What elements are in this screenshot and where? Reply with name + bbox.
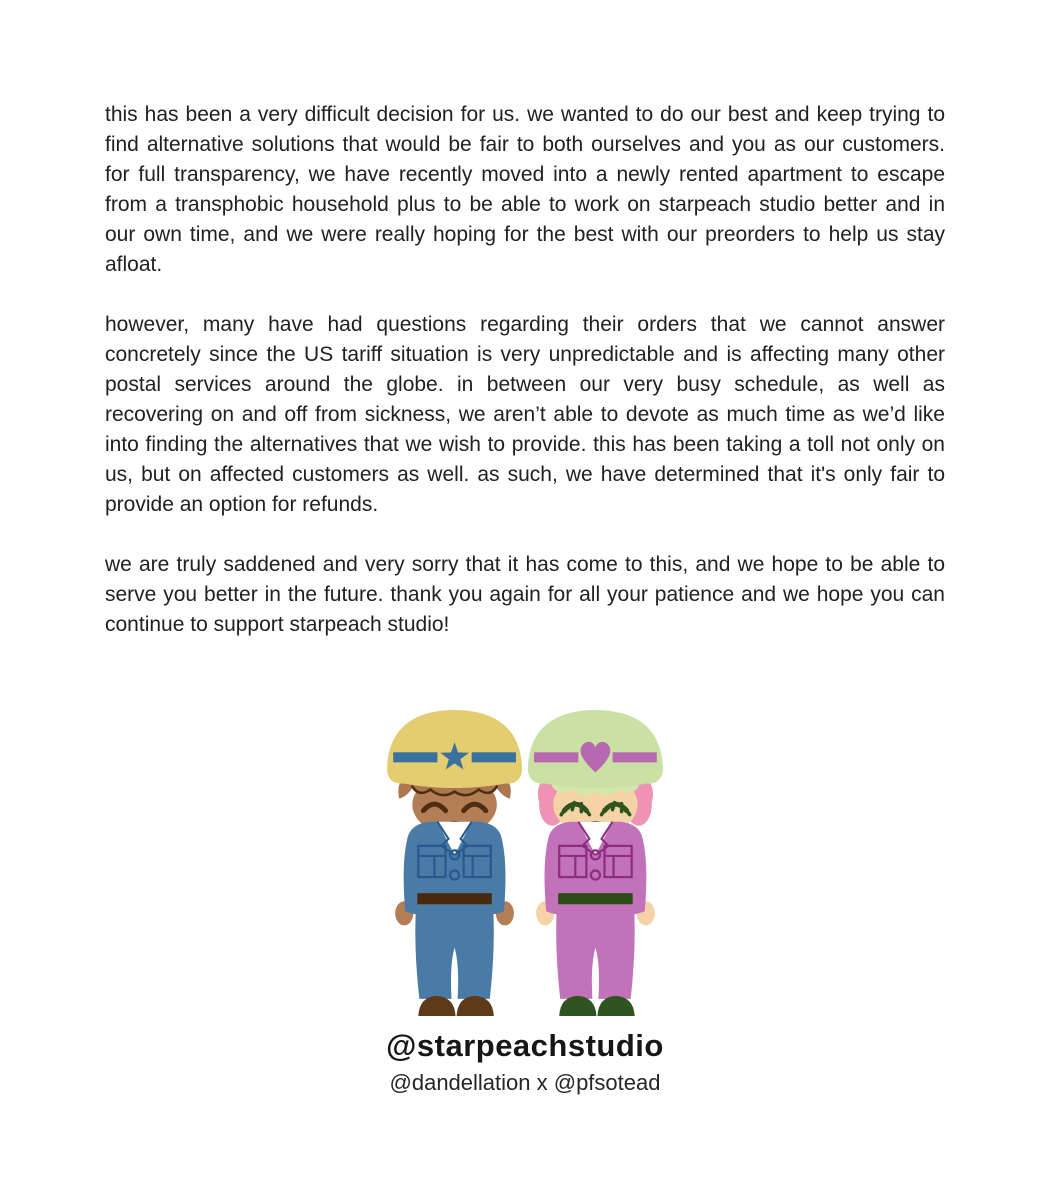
left-soldier (387, 710, 522, 1016)
credits-footer (0, 1028, 1050, 1097)
right-soldier-trousers (556, 901, 634, 999)
studio-handle: @starpeachstudio (386, 1028, 664, 1063)
letter-paragraph-1: this has been a very difficult decision for us. we wanted to do our best and keep trying to find alternative solutions that would be fair to both ourselves and you as our customers. for full transparency, we have recently moved into a newly rented apartment to escape from a transphobic household plus to be able to work on starpeach studio better and in our own time, and we were really hoping for the best with our preorders to help us stay afloat. (105, 103, 945, 276)
right-soldier-belt (558, 893, 632, 904)
left-soldier-helmet-band-left (393, 752, 437, 762)
left-soldier-belt (417, 893, 491, 904)
bowing-soldiers-svg (379, 704, 671, 1026)
right-soldier (528, 710, 663, 1016)
letter-paragraph-3: we are truly saddened and very sorry that it has come to this, and we hope to be able to serve you better in the future. thank you again for all your patience and we hope you can continue to support starpeach studio! (105, 553, 945, 636)
letter-paragraph-2: however, many have had questions regarding their orders that we cannot answer concretely since the US tariff situation is very unpredictable and is affecting many other postal services around the globe. in between our very busy schedule, as well as recovering on and off from sickness, we aren’t able to devote as much time as we’d like into finding the alternatives that we wish to provide. this has been taking a toll not only on us, but on affected customers as well. as such, we have determined that it's only fair to provide an option for refunds. (105, 313, 945, 516)
left-soldier-helmet-band-right (472, 752, 516, 762)
bowing-soldiers-illustration (379, 704, 671, 1026)
right-soldier-helmet-band-left (534, 752, 578, 762)
left-soldier-trousers (415, 901, 493, 999)
right-soldier-helmet-band-right (613, 752, 657, 762)
collab-handles: @dandellation x @pfsotead (389, 1070, 661, 1095)
